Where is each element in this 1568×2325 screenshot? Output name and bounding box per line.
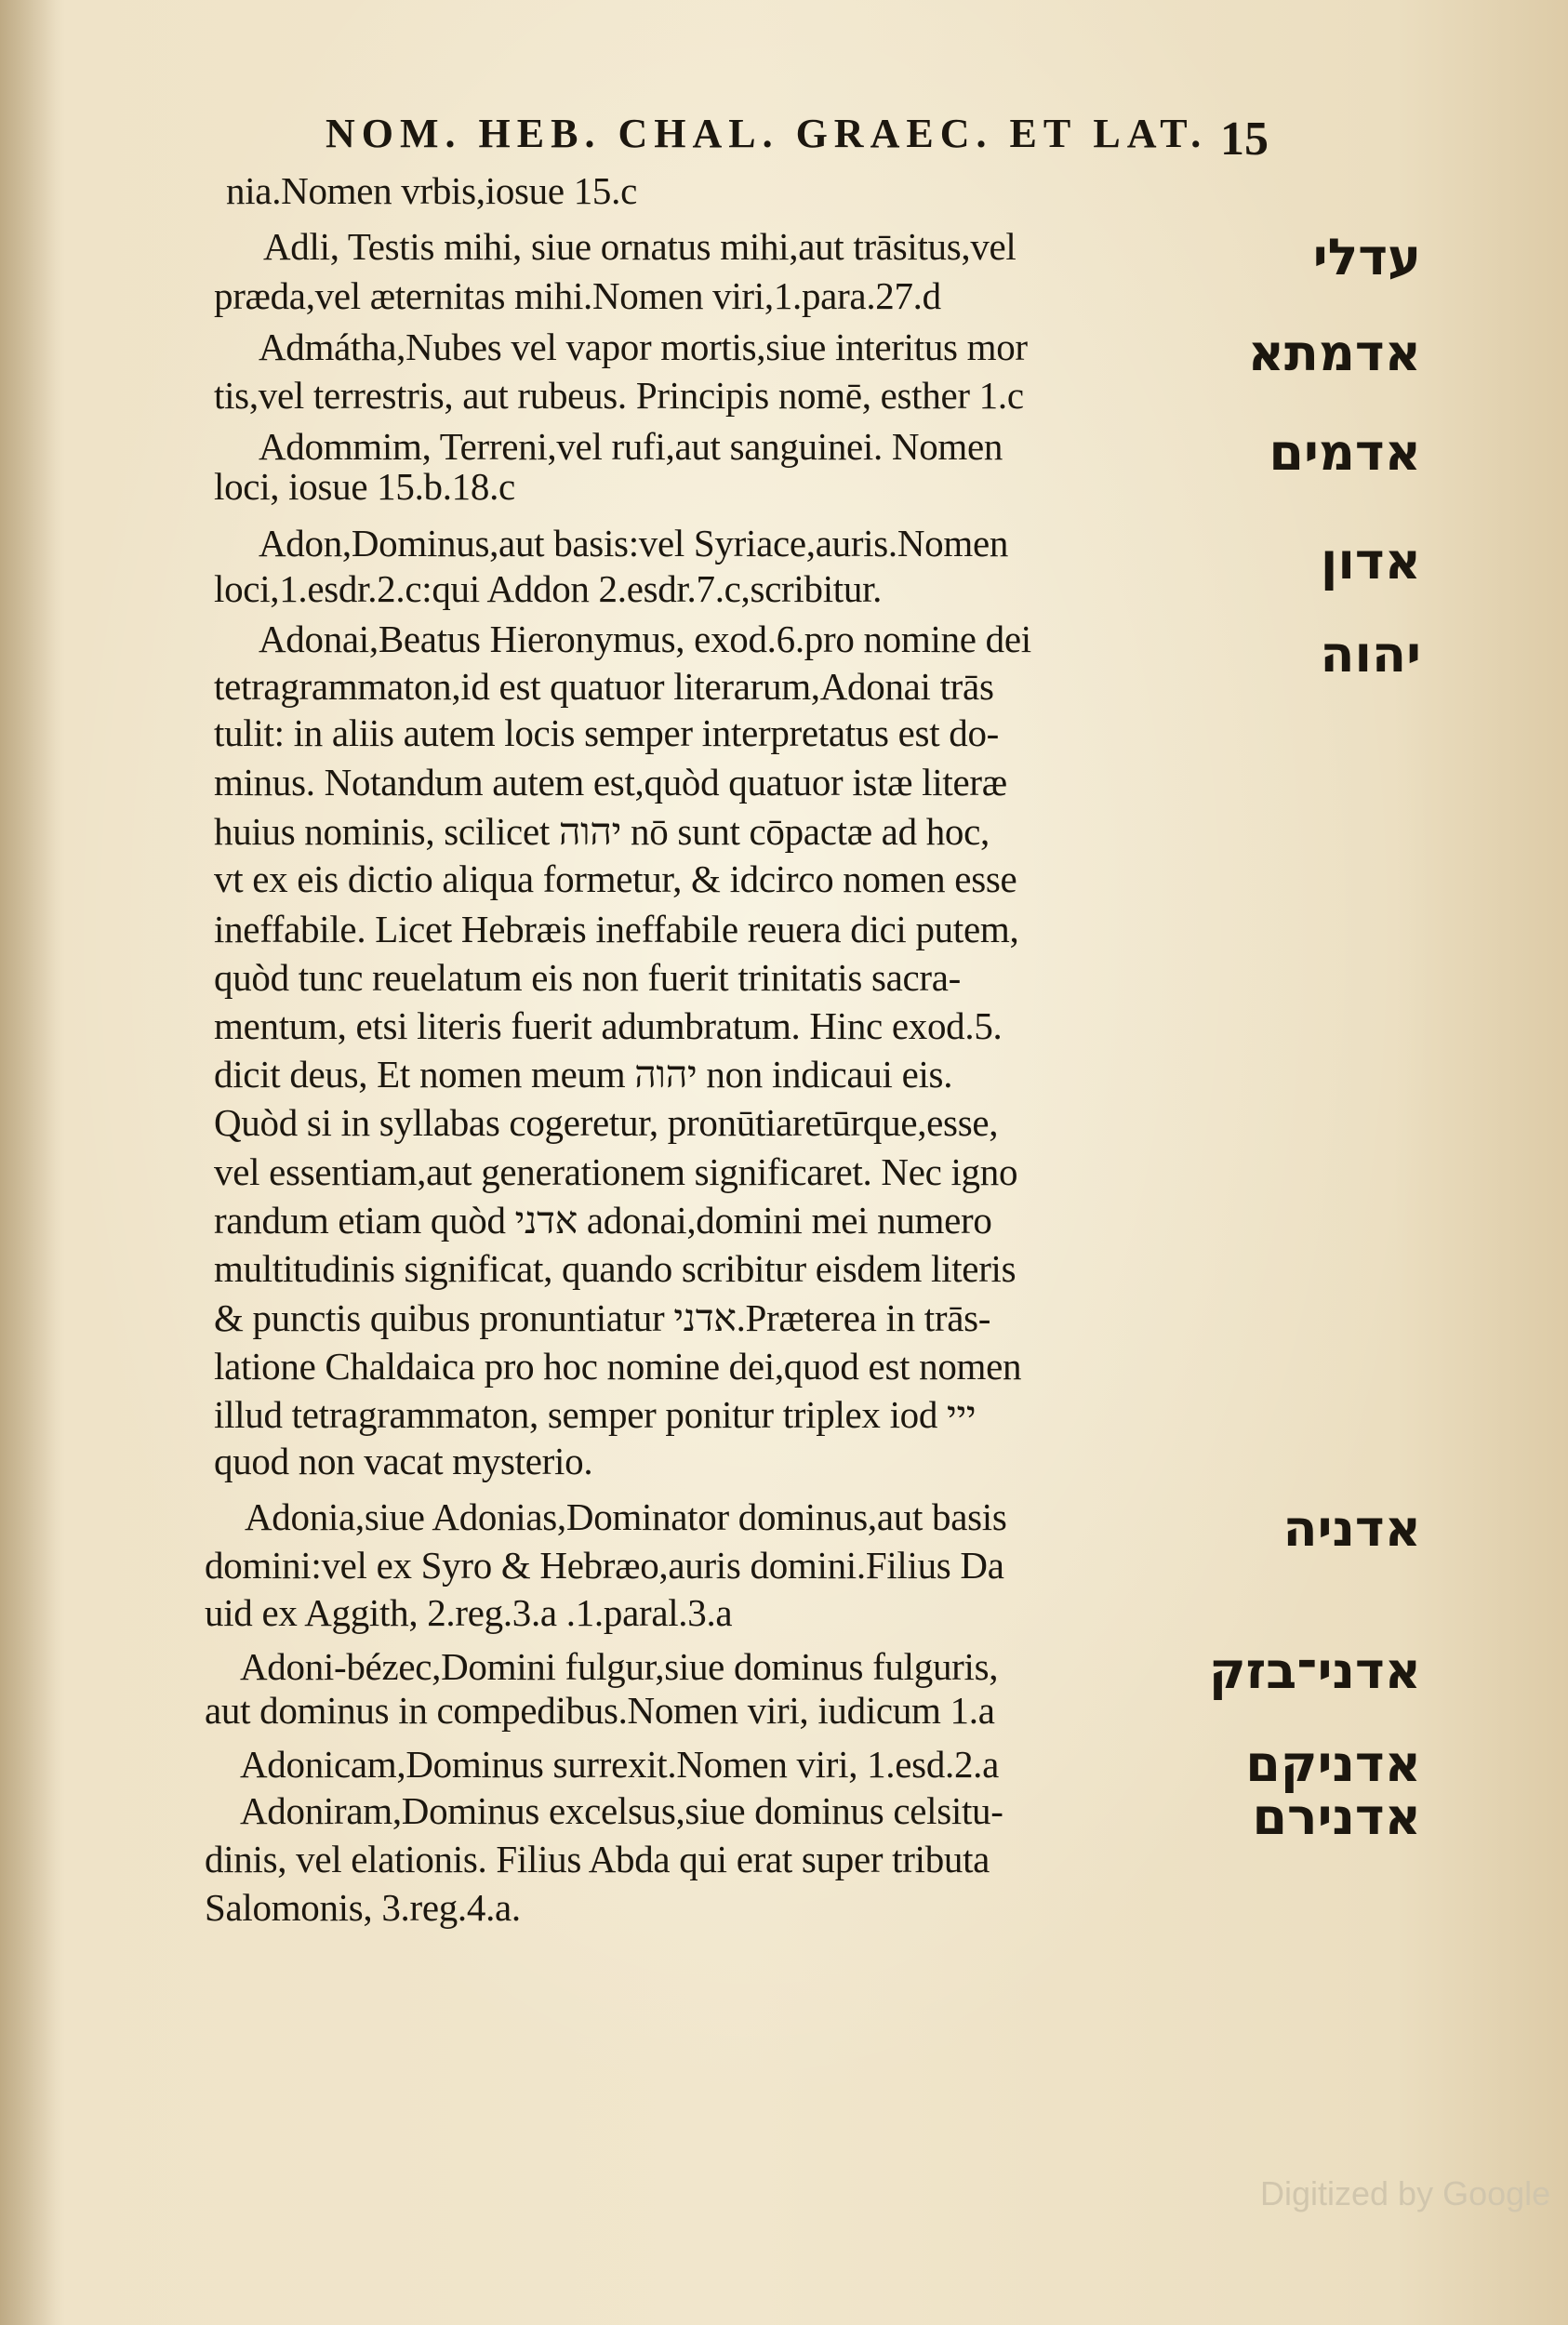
text-line: Adonia,siue Adonias,Dominator dominus,aut basis xyxy=(245,1495,1007,1538)
running-header: NOM. HEB. CHAL. GRAEC. ET LAT. xyxy=(326,111,1208,156)
text-line: tulit: in aliis autem locis semper interpretatus est do- xyxy=(214,711,1000,754)
text-line: dinis, vel elationis. Filius Abda qui erat super tributa xyxy=(205,1838,990,1880)
text-line: dicit deus, Et nomen meum יהוה non indicaui eis. xyxy=(214,1053,953,1096)
text-line: loci,1.esdr.2.c:qui Addon 2.esdr.7.c,scribitur. xyxy=(214,567,883,610)
page-number: 15 xyxy=(1220,113,1269,166)
margin-hebrew-word: אדניה xyxy=(1282,1499,1421,1558)
text-line: præda,vel æternitas mihi.Nomen viri,1.para.27.d xyxy=(214,274,941,317)
margin-hebrew-word: יהוה xyxy=(1320,625,1421,684)
text-line: aut dominus in compedibus.Nomen viri, iudicum 1.a xyxy=(205,1689,995,1732)
text-line: illud tetragrammaton, semper ponitur triplex iod ייי xyxy=(214,1393,977,1436)
text-line: Salomonis, 3.reg.4.a. xyxy=(205,1886,521,1929)
text-line: tetragrammaton,id est quatuor literarum,Adonai trās xyxy=(214,665,994,708)
text-line: vt ex eis dictio aliqua formetur, & idcirco nomen esse xyxy=(214,857,1017,900)
text-line: loci, iosue 15.b.18.c xyxy=(214,465,515,508)
digitized-watermark: Digitized by Google xyxy=(1260,2174,1551,2212)
text-line: randum etiam quòd אדני adonai,domini mei numero xyxy=(214,1199,992,1242)
text-line: quòd tunc reuelatum eis non fuerit trinitatis sacra- xyxy=(214,956,961,999)
text-line: Adonai,Beatus Hieronymus, exod.6.pro nomine dei xyxy=(259,618,1031,660)
gutter-shadow xyxy=(0,0,65,2325)
margin-hebrew-word: אדני־בזק xyxy=(1208,1641,1421,1700)
margin-hebrew-word: אדנירם xyxy=(1252,1787,1421,1846)
text-line: ineffabile. Licet Hebræis ineffabile reuera dici putem, xyxy=(214,908,1019,950)
text-line: quod non vacat mysterio. xyxy=(214,1440,593,1482)
text-line: uid ex Aggith, 2.reg.3.a .1.paral.3.a xyxy=(205,1591,733,1634)
margin-hebrew-word: אדמים xyxy=(1269,423,1421,482)
text-line: Adoni-bézec,Domini fulgur,siue dominus fulguris, xyxy=(240,1645,999,1688)
text-line: domini:vel ex Syro & Hebræo,auris domini.Filius Da xyxy=(205,1544,1004,1587)
text-line: Adli, Testis mihi, siue ornatus mihi,aut trāsitus,vel xyxy=(263,225,1017,268)
text-line: Adonicam,Dominus surrexit.Nomen viri, 1.esd.2.a xyxy=(240,1743,1000,1786)
text-line: Admátha,Nubes vel vapor mortis,siue interitus mor xyxy=(259,326,1028,368)
text-line: vel essentiam,aut generationem significaret. Nec igno xyxy=(214,1150,1018,1193)
text-line: & punctis quibus pronuntiatur אדני.Præterea in trās- xyxy=(214,1296,991,1339)
text-line: Quòd si in syllabas cogeretur, pronūtiaretūrque,esse, xyxy=(214,1101,999,1144)
text-line: Adon,Dominus,aut basis:vel Syriace,auris.Nomen xyxy=(259,522,1009,565)
text-line: latione Chaldaica pro hoc nomine dei,quod est nomen xyxy=(214,1345,1022,1388)
text-line: tis,vel terrestris, aut rubeus. Principis nomē, esther 1.c xyxy=(214,374,1024,417)
text-line: huius nominis, scilicet יהוה nō sunt cōpactæ ad hoc, xyxy=(214,810,990,853)
margin-hebrew-word: אדניקם xyxy=(1245,1734,1421,1793)
text-line: Adommim, Terreni,vel rufi,aut sanguinei. Nomen xyxy=(259,425,1003,468)
margin-hebrew-word: אדון xyxy=(1320,532,1421,591)
text-line: nia.Nomen vrbis,iosue 15.c xyxy=(226,169,637,212)
text-line: Adoniram,Dominus excelsus,siue dominus celsitu- xyxy=(240,1789,1003,1832)
text-line: mentum, etsi literis fuerit adumbratum. Hinc exod.5. xyxy=(214,1004,1003,1047)
margin-hebrew-word: עדלי xyxy=(1312,228,1421,286)
margin-hebrew-word: אדמתא xyxy=(1247,324,1421,382)
text-line: minus. Notandum autem est,quòd quatuor istæ literæ xyxy=(214,761,1007,804)
text-line: multitudinis significat, quando scribitur eisdem literis xyxy=(214,1247,1017,1290)
